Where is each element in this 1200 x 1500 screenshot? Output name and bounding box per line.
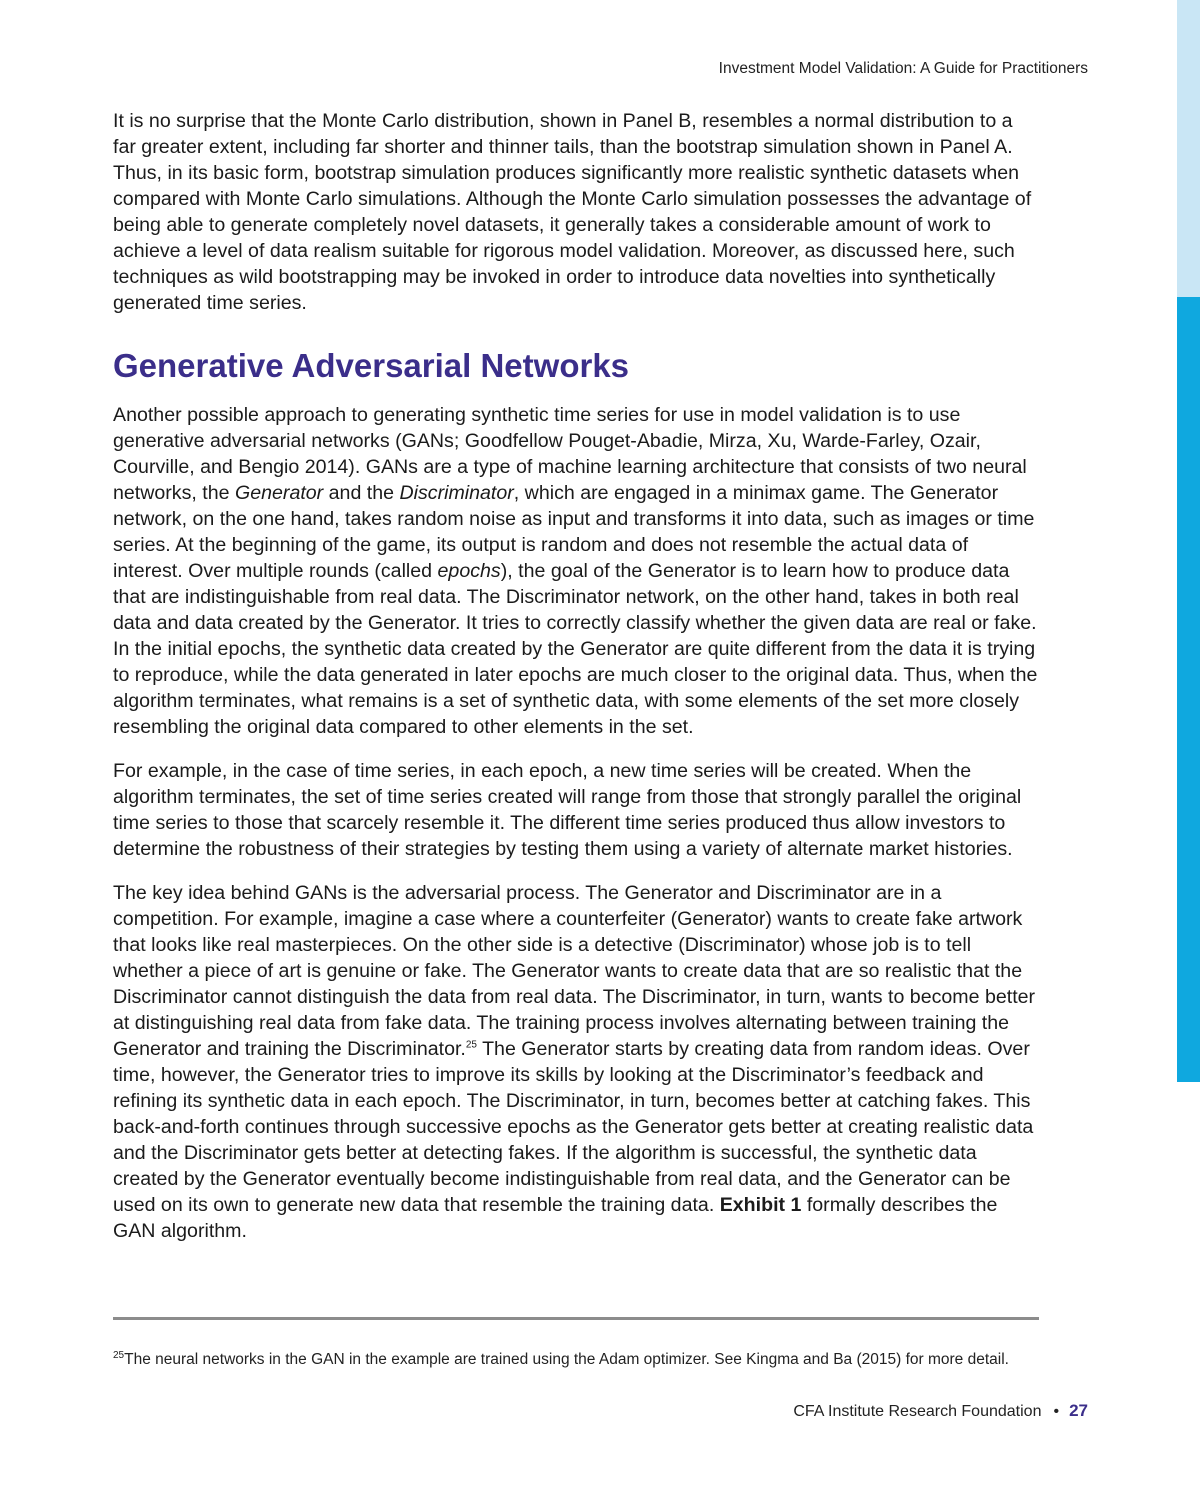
footnote: [113, 1350, 1039, 1369]
text-span: Another possible approach to generating synthetic time series for use in model validation is to use generative adversarial networks (GANs; Goodfellow Pouget-Abadie, Mirza, Xu, Warde-Farley, Ozair, Courville, and Bengio 2014). GANs are a type of machine learning architecture that consists of two neural networks, the: [113, 404, 1027, 504]
section-heading: Generative Adversarial Networks: [113, 347, 630, 384]
exhibit-reference[interactable]: Exhibit 1: [719, 1194, 802, 1216]
side-tab-light: [1177, 0, 1200, 297]
generator-term: Generator: [234, 482, 324, 504]
footnote-text: The neural networks in the GAN in the example are trained using the Adam optimizer. See Kingma and Ba (2015) for more detail.: [124, 1351, 1009, 1368]
footer-separator: •: [1053, 1403, 1060, 1420]
text-span: The Generator starts by creating data from random ideas. Over time, however, the Generator tries to improve its skills by looking at the Discriminator’s feedback and refining its synthetic data in each epoch. The Discriminator, in turn, becomes better at catching fakes. This back-and-forth continues through successive epochs as the Generator gets better at creating realistic data and the Discriminator gets better at detecting fakes. If the algorithm is successful, the synthetic data created by the Generator eventually become indistinguishable from real data, and the Generator can be used on its own to generate new data that resemble the training data.: [113, 1038, 1034, 1216]
side-tab-dark: [1177, 297, 1200, 1082]
text-span: ), the goal of the Generator is to learn how to produce data that are indistinguishable from real data. The Discriminator network, on the other hand, takes in both real data and data created by the Generator. It tries to correctly classify whether the given data are real or fake. In the initial epochs, the synthetic data created by the Generator are quite different from the data it is trying to reproduce, while the data generated in later epochs are much closer to the original data. Thus, when the algorithm terminates, what remains is a set of synthetic data, with some elements of the set more closely resembling the original data compared to other elements in the set.: [113, 560, 1038, 738]
text-span: The key idea behind GANs is the adversarial process. The Generator and Discriminator are in a competition. For example, imagine a case where a counterfeiter (Generator) wants to create fake artwork that looks like real masterpieces. On the other side is a detective (Discriminator) whose job is to tell whether a piece of art is genuine or fake. The Generator wants to create data that are so realistic that the Discriminator cannot distinguish the data from real data. The Discriminator, in turn, wants to become better at distinguishing real data from fake data. The training process involves alternating between training the Generator and training the Discriminator.: [113, 882, 1036, 1060]
page-content: [113, 108, 1039, 1244]
gan-paragraph-2: For example, in the case of time series, in each epoch, a new time series will be created. When the algorithm terminates, the set of time series created will range from those that strongly parallel the original time series to those that scarcely resemble it. The different time series produced thus allow investors to determine the robustness of their strategies by testing them using a variety of alternate market histories.: [113, 760, 1022, 860]
gan-paragraph-3: [113, 880, 1039, 1244]
discriminator-term: Discriminator: [399, 482, 514, 504]
epochs-term: epochs: [437, 560, 501, 582]
page-number: 27: [1069, 1401, 1088, 1420]
text-span: and the: [323, 482, 400, 504]
page-footer: [793, 1401, 1088, 1421]
running-header: Investment Model Validation: A Guide for Practitioners: [718, 60, 1088, 77]
footnote-divider: [113, 1317, 1039, 1320]
footnote-number: 25: [113, 1349, 125, 1361]
intro-paragraph: It is no surprise that the Monte Carlo distribution, shown in Panel B, resembles a normal distribution to a far greater extent, including far shorter and thinner tails, than the bootstrap simulation shown in Panel A. Thus, in its basic form, bootstrap simulation produces significantly more realistic synthetic datasets when compared with Monte Carlo simulations. Although the Monte Carlo simulation possesses the advantage of being able to generate completely novel datasets, it generally takes a considerable amount of work to achieve a level of data realism suitable for rigorous model validation. Moreover, as discussed here, such techniques as wild bootstrapping may be invoked in order to introduce data novelties into synthetically generated time series.: [113, 110, 1032, 314]
publisher-name: CFA Institute Research Foundation: [793, 1403, 1042, 1420]
footnote-reference[interactable]: 25: [465, 1039, 477, 1051]
text-span: formally describes the GAN algorithm.: [113, 1194, 998, 1242]
text-span: , which are engaged in a minimax game. The Generator network, on the one hand, takes random noise as input and transforms it into data, such as images or time series. At the beginning of the game, its output is random and does not resemble the actual data of interest. Over multiple rounds (called: [113, 482, 1035, 582]
gan-paragraph-1: [113, 402, 1039, 740]
